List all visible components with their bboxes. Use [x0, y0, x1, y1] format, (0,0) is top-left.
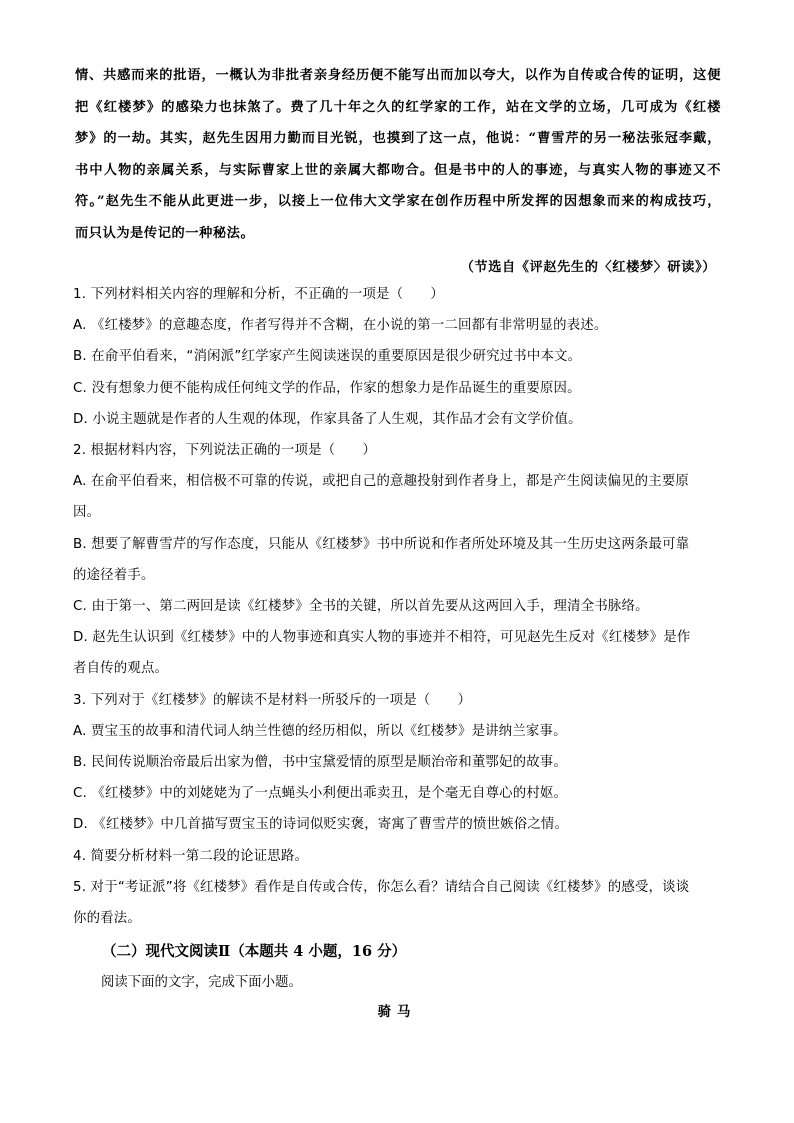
- option-line: 因。: [73, 505, 101, 521]
- passage-line: 符。”赵先生不能从此更进一步，以接上一位伟大文学家在创作历程中所发挥的因想象而来的构成技巧，: [75, 194, 721, 209]
- passage-line: 把《红楼梦》的感染力也抹煞了。费了几十年之久的红学家的工作，站在文学的立场，几可成为《红楼: [75, 99, 721, 115]
- story-title: 骑马: [377, 1004, 417, 1020]
- option-line: C. 没有想象力便不能构成任何纯文学的作品，作家的想象力是作品诞生的重要原因。: [73, 380, 581, 396]
- option-line: B. 民间传说顺治帝最后出家为僧，书中宝黛爱情的原型是顺治帝和董鄂妃的故事。: [73, 755, 567, 771]
- question-line: 5. 对于“考证派”将《红楼梦》看作是自传或合传，你怎么看？请结合自己阅读《红楼梦》的感受，谈谈: [73, 879, 690, 895]
- option-line: D. 小说主题就是作者的人生观的体现，作家具备了人生观，其作品才会有文学价值。: [73, 411, 582, 427]
- section-instruction: 阅读下面的文字，完成下面小题。: [101, 975, 302, 990]
- question-list: [73, 279, 723, 934]
- option-line: A. 《红楼梦》的意趣态度，作者写得并不含糊，在小说的第一二回都有非常明显的表述。: [73, 318, 608, 334]
- passage-line: 梦》的一劫。其实，赵先生因用力勤而目光锐，也摸到了这一点，他说：“曹雪芹的另一秘法张冠李戴，: [75, 131, 721, 146]
- option-line: C. 《红楼梦》中的刘姥姥为了一点蝇头小利便出乖卖丑，是个毫无自尊心的村妪。: [73, 786, 568, 802]
- option-line: B. 在俞平伯看来，“消闲派”红学家产生阅读迷误的重要原因是很少研究过书中本文。: [73, 349, 582, 365]
- passage-line: 而只认为是传记的一种秘法。: [75, 225, 255, 241]
- option-line: A. 在俞平伯看来，相信极不可靠的传说，或把自己的意趣投射到作者身上，都是产生阅读偏见的主要原: [73, 474, 690, 490]
- question-line: 1. 下列材料相关内容的理解和分析，不正确的一项是（ ）: [73, 287, 444, 302]
- passage-excerpt: [75, 60, 721, 249]
- question-line: 2. 根据材料内容，下列说法正确的一项是（ ）: [73, 443, 377, 459]
- option-line: B. 想要了解曹雪芹的写作态度，只能从《红楼梦》书中所说和作者所处环境及其一生历史这两条最可靠: [73, 536, 690, 552]
- passage-source: （节选自《评赵先生的〈红楼梦〉研读》）: [460, 260, 716, 275]
- option-line: D. 赵先生认识到《红楼梦》中的人物事迹和真实人物的事迹并不相符，可见赵先生反对《红楼梦》是作: [73, 630, 691, 646]
- question-line: 4. 简要分析材料一第二段的论证思路。: [73, 848, 309, 864]
- section-heading: （二）现代文阅读Ⅱ（本题共 4 小题，16 分）: [102, 943, 407, 960]
- question-line: 你的看法。: [73, 911, 141, 927]
- option-line: 的途径着手。: [73, 567, 155, 583]
- option-line: A. 贾宝玉的故事和清代词人纳兰性德的经历相似，所以《红楼梦》是讲纳兰家事。: [73, 723, 567, 739]
- passage-line: 书中人物的亲属关系，与实际曹家上世的亲属大都吻合。但是书中的人的事迹，与真实人物的事迹又不: [75, 162, 721, 178]
- option-line: 者自传的观点。: [73, 661, 169, 677]
- passage-line: 情、共感而来的批语，一概认为非批者亲身经历便不能写出而加以夸大，以作为自传或合传的证明，这便: [75, 68, 721, 83]
- option-line: D. 《红楼梦》中几首描写贾宝玉的诗词似贬实褒，寄寓了曹雪芹的愤世嫉俗之情。: [73, 817, 569, 833]
- question-line: 3. 下列对于《红楼梦》的解读不是材料一所驳斥的一项是（ ）: [73, 692, 472, 708]
- option-line: C. 由于第一、第二两回是读《红楼梦》全书的关键，所以首先要从这两回入手，理清全书脉络。: [73, 599, 649, 615]
